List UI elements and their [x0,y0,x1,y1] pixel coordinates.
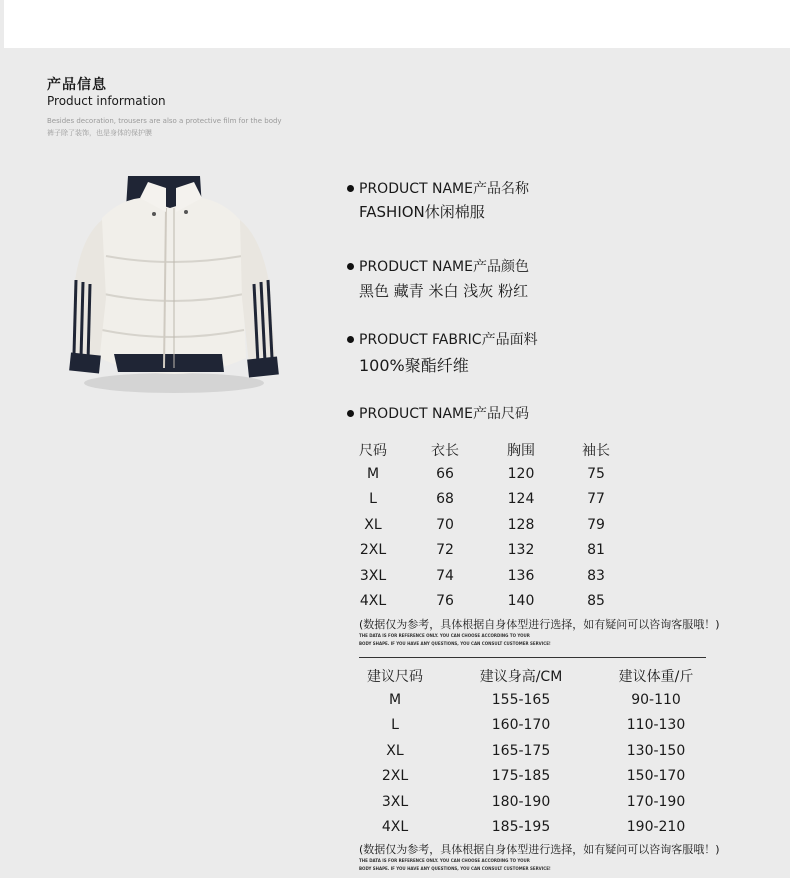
rec-cell: 185-195 [491,819,551,835]
size-cell: 68 [436,491,454,507]
rec-table-header: 建议尺码 [367,669,423,685]
rec-cell: 110-130 [626,717,686,733]
size-table-header: 胸围 [507,443,535,459]
size-cell: 128 [507,517,535,533]
rec-cell: 175-185 [491,768,551,784]
rec-cell: M [388,692,402,708]
product-fabric-value: 100%聚酯纤维 [359,356,469,375]
rec-cell: XL [386,743,404,759]
rec-cell: 170-190 [626,794,686,810]
product-color-label: PRODUCT NAME产品颜色 [347,256,529,276]
size-table-note: (数据仅为参考，具体根据自身体型进行选择，如有疑问可以咨询客服哦！) [359,618,720,631]
size-cell: 79 [587,517,605,533]
size-cell: M [366,466,380,482]
size-cell: 70 [436,517,454,533]
bullet-dot-icon [347,336,354,343]
size-cell: XL [364,517,382,533]
bullet-dot-icon [347,263,354,270]
rec-cell: 90-110 [631,692,681,708]
size-cell: 72 [436,542,454,558]
size-cell: 3XL [359,568,387,584]
size-table-header: 尺码 [359,443,387,459]
bullet-dot-icon [347,185,354,192]
product-size-label: PRODUCT NAME产品尺码 [347,403,529,423]
rec-table-note-en-1: THE DATA IS FOR REFERENCE ONLY. YOU CAN CHOOSE ACCORDING TO YOUR [359,858,530,863]
rec-cell: 160-170 [491,717,551,733]
top-banner [0,0,790,48]
size-cell: 81 [587,542,605,558]
rec-cell: L [391,717,399,733]
size-cell: 74 [436,568,454,584]
product-name-label: PRODUCT NAME产品名称 [347,178,529,198]
rec-table-note-en-2: BODY SHAPE. IF YOU HAVE ANY QUESTIONS, YOU CAN CONSULT CUSTOMER SERVICE! [359,866,551,871]
size-table-note-en-1: THE DATA IS FOR REFERENCE ONLY. YOU CAN CHOOSE ACCORDING TO YOUR [359,633,530,638]
rec-cell: 2XL [381,768,409,784]
size-cell: L [369,491,377,507]
divider-line [359,657,706,658]
size-cell: 136 [507,568,535,584]
rec-cell: 3XL [381,794,409,810]
product-name-value: FASHION休闲棉服 [359,203,485,221]
rec-table-header: 建议体重/斤 [618,669,694,685]
rec-cell: 4XL [381,819,409,835]
size-cell: 2XL [359,542,387,558]
size-cell: 140 [507,593,535,609]
size-cell: 77 [587,491,605,507]
size-cell: 4XL [359,593,387,609]
size-cell: 124 [507,491,535,507]
section-title: 产品信息 [47,77,107,93]
section-subtitle: Product information [47,94,166,108]
size-cell: 120 [507,466,535,482]
rec-table-note: (数据仅为参考，具体根据自身体型进行选择，如有疑问可以咨询客服哦！) [359,843,720,856]
size-cell: 66 [436,466,454,482]
size-table-header: 衣长 [431,443,459,459]
size-cell: 132 [507,542,535,558]
rec-cell: 180-190 [491,794,551,810]
product-jacket-image [62,168,284,396]
top-white-strip [4,0,790,48]
rec-cell: 165-175 [491,743,551,759]
size-cell: 75 [587,466,605,482]
product-fabric-label: PRODUCT FABRIC产品面料 [347,329,538,349]
rec-table-header: 建议身高/CM [479,669,563,685]
bullet-dot-icon [347,410,354,417]
size-cell: 85 [587,593,605,609]
section-note-en: Besides decoration, trousers are also a protective film for the body [47,117,282,125]
size-table-note-en-2: BODY SHAPE. IF YOU HAVE ANY QUESTIONS, YOU CAN CONSULT CUSTOMER SERVICE! [359,641,551,646]
size-cell: 76 [436,593,454,609]
size-cell: 83 [587,568,605,584]
rec-cell: 150-170 [626,768,686,784]
rec-cell: 155-165 [491,692,551,708]
rec-cell: 190-210 [626,819,686,835]
size-table-header: 袖长 [582,443,610,459]
section-note-cn: 裤子除了装饰，也是身体的保护膜 [47,129,152,137]
rec-cell: 130-150 [626,743,686,759]
product-color-value: 黑色 藏青 米白 浅灰 粉红 [359,282,529,300]
